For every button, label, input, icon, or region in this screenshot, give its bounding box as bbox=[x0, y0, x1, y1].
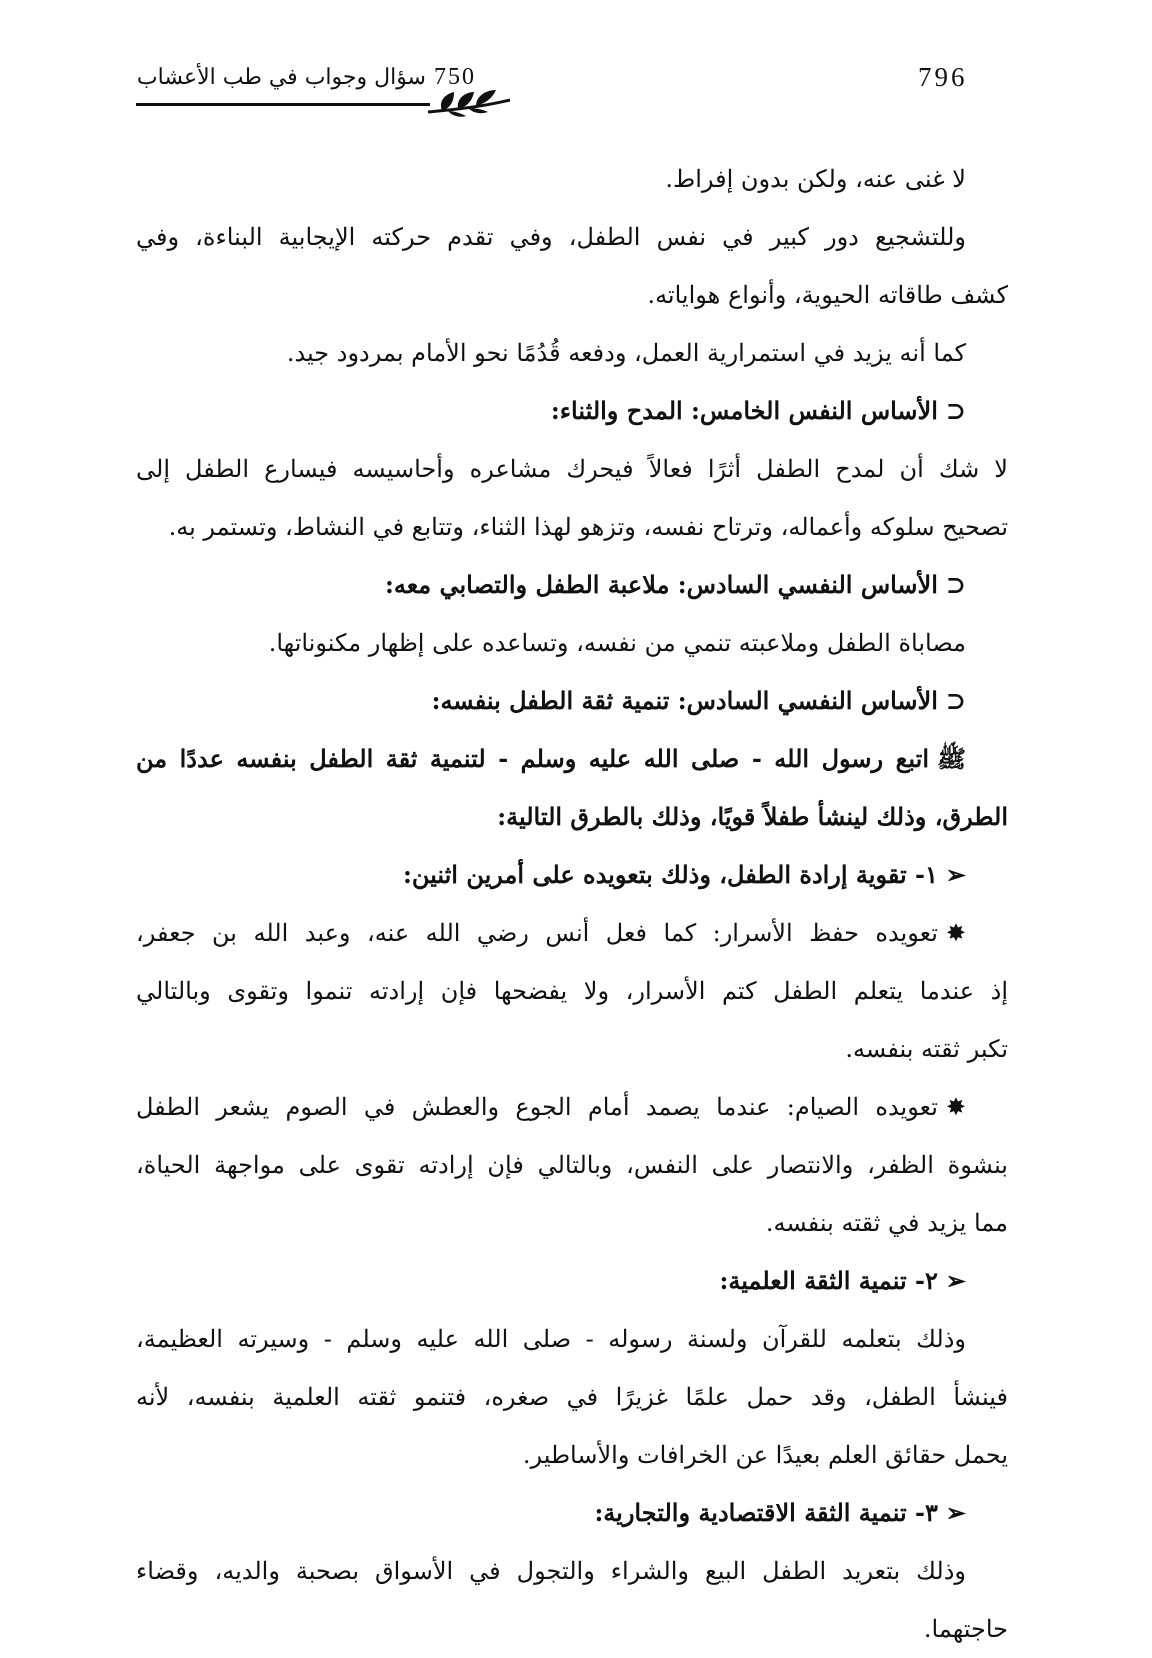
text-line: يحمل حقائق العلم بعيدًا عن الخرافات والأساطير. bbox=[522, 1441, 1008, 1469]
text-line: مما يزيد في ثقته بنفسه. bbox=[765, 1209, 1008, 1237]
section-heading bbox=[136, 556, 1008, 614]
page-number: 796 bbox=[918, 62, 968, 92]
text-line: بنشوة الظفر، والانتصار على النفس، وبالتالي فإن إرادته تقوى على مواجهة الحياة، bbox=[136, 1151, 1008, 1179]
text-line bbox=[136, 904, 1008, 962]
arrow-marker-icon: ➢ bbox=[945, 1266, 966, 1295]
text-line: إذ عندما يتعلم الطفل كتم الأسرار، ولا يفضحها فإن إرادته تنموا وتقوى وبالتالي bbox=[136, 977, 1008, 1005]
heading-marker-icon: ⊂ bbox=[945, 570, 966, 599]
header-rule bbox=[136, 103, 430, 106]
running-head-number: 750 bbox=[434, 64, 476, 90]
salutation-mark-icon: ﷺ bbox=[937, 744, 966, 773]
text-line: حاجتهما. bbox=[923, 1615, 1008, 1643]
running-head-title: سؤال وجواب في طب الأعشاب bbox=[136, 65, 426, 90]
section-heading-text: الأساس النفسي السادس: تنمية ثقة الطفل بنفسه: bbox=[431, 686, 938, 715]
heading-marker-icon: ⊂ bbox=[945, 686, 966, 715]
section-heading-text: الأساس النفسي السادس: ملاعبة الطفل والتصابي معه: bbox=[384, 570, 938, 599]
text-line-content: تعويده حفظ الأسرار: كما فعل أنس رضي الله عنه، وعبد الله بن جعفر، bbox=[136, 919, 938, 947]
star-marker-icon: ✸ bbox=[945, 1093, 967, 1121]
arrow-marker-icon: ➢ bbox=[945, 860, 966, 889]
arrow-marker-icon: ➢ bbox=[945, 1498, 966, 1527]
text-line bbox=[136, 730, 1008, 788]
subheading-text: ١- تقوية إرادة الطفل، وذلك بتعويده على أمرين اثنين: bbox=[403, 860, 938, 889]
subheading bbox=[136, 1484, 1008, 1542]
text-line: وللتشجيع دور كبير في نفس الطفل، وفي تقدم حركته الإيجابية البناءة، وفي bbox=[136, 223, 966, 251]
text-line: وذلك بتعريد الطفل البيع والشراء والتجول في الأسواق بصحبة والديه، وقضاء bbox=[136, 1557, 966, 1585]
text-line-content: اتبع رسول الله - صلى الله عليه وسلم - لتنمية ثقة الطفل بنفسه عددًا من bbox=[136, 744, 929, 773]
subheading-text: ٣- تنمية الثقة الاقتصادية والتجارية: bbox=[594, 1498, 938, 1527]
subheading bbox=[136, 846, 1008, 904]
section-heading-text: الأساس النفس الخامس: المدح والثناء: bbox=[550, 396, 938, 425]
text-line: الطرق، وذلك لينشأ طفلاً قويًا، وذلك بالطرق التالية: bbox=[497, 802, 1008, 831]
text-line: وذلك بتعلمه للقرآن ولسنة رسوله - صلى الله عليه وسلم - وسيرته العظيمة، bbox=[136, 1325, 966, 1353]
text-line: لا شك أن لمدح الطفل أثرًا فعالاً فيحرك مشاعره وأحاسيسه فيسارع الطفل إلى bbox=[136, 455, 1008, 483]
star-marker-icon: ✸ bbox=[945, 919, 966, 947]
section-heading bbox=[136, 672, 1008, 730]
text-line bbox=[136, 1078, 1008, 1136]
leaf-ornament-icon bbox=[424, 86, 514, 122]
section-heading bbox=[136, 382, 1008, 440]
text-line: تكبر ثقته بنفسه. bbox=[845, 1035, 1008, 1063]
heading-marker-icon: ⊂ bbox=[945, 396, 966, 425]
text-line: تصحيح سلوكه وأعماله، وترتاح نفسه، وتزهو لهذا الثناء، وتتابع في النشاط، وتستمر به. bbox=[168, 513, 1008, 541]
subheading bbox=[136, 1252, 1008, 1310]
text-line: لا غنى عنه، ولكن بدون إفراط. bbox=[665, 165, 966, 193]
page-body bbox=[136, 150, 1008, 1658]
text-line: مصاباة الطفل وملاعبته تنمي من نفسه، وتساعده على إظهار مكنوناتها. bbox=[268, 629, 966, 657]
text-line-content: تعويده الصيام: عندما يصمد أمام الجوع والعطش في الصوم يشعر الطفل bbox=[136, 1093, 938, 1121]
subheading-text: ٢- تنمية الثقة العلمية: bbox=[719, 1266, 938, 1295]
text-line: كما أنه يزيد في استمرارية العمل، ودفعه قُدُمًا نحو الأمام بمردود جيد. bbox=[286, 339, 966, 367]
text-line: كشف طاقاته الحيوية، وأنواع هواياته. bbox=[647, 281, 1008, 309]
text-line: فينشأ الطفل، وقد حمل علمًا غزيرًا في صغره، فتنمو ثقته العلمية بنفسه، لأنه bbox=[136, 1383, 1008, 1411]
